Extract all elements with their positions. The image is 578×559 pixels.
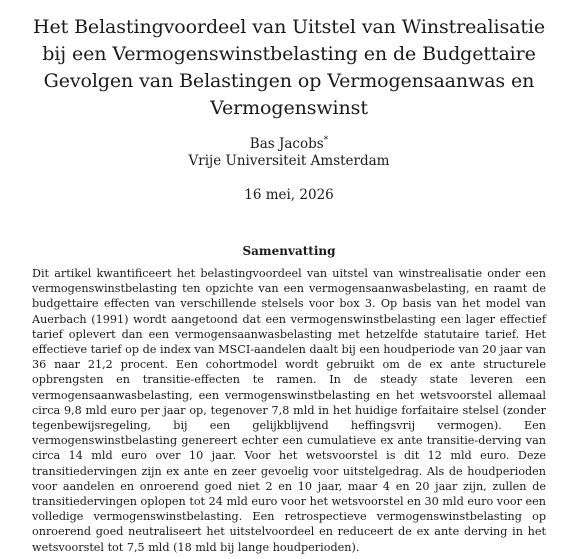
abstract-heading: Samenvatting: [242, 244, 336, 258]
abstract-text: Dit artikel kwantificeert het belastingvoordeel van uitstel van winstrealisatie onder een vermogenswinstbelasting ten opzichte van een vermogensaanwasbelasting, en raamt de budgettaire effecten van verschillende stelsels voor box 3. Op basis van het model van Auerbach (1991) wordt aangetoond dat een vermogenswinstbelasting een lager effectief tarief oplevert dan een vermogensaanwasbelasting met hetzelfde statutaire tarief. Het effectieve tarief op de index van MSCI-aandelen daalt bij een houdperiode van 20 jaar van 36 naar 21,2 procent. Een cohortmodel wordt gebruikt om de ex ante structurele opbrengsten en transitie-effecten te ramen. In de steady state leveren een vermogensaanwasbelasting, een vermogenswinstbelasting en het wetsvoorstel allemaal circa 9,8 mld euro per jaar op, tegenover 7,8 mld in het huidige forfaitaire stelsel (zonder tegenbewijsregeling, bij een gelijkblijvend heffingsvrij vermogen). Een vermogenswinstbelasting genereert echter een cumulatieve ex ante transitie-derving van circa 14 mld euro over 10 jaar. Voor het wetsvoorstel is dit 12 mld euro. Deze transitiedervingen zijn ex ante en zeer gevoelig voor uitstelgedrag. Als de houdperioden voor aandelen en onroerend goed niet 2 en 10 jaar, maar 4 en 20 jaar zijn, zullen de transitiedervingen oplopen tot 24 mld euro voor het wetsvoorstel en 30 mld euro voor een volledige vermogenswinstbelasting. Een retrospectieve vermogenswinstbelasting op onroerend goed neutraliseert het uitstelvoordeel en reduceert de ex ante derving in het wetsvoorstel tot 7,5 mld (18 mld bij lange houdperioden).: [32, 267, 546, 554]
author-footnote-mark: *: [323, 135, 329, 146]
author-name: Bas Jacobs: [249, 136, 324, 152]
author-line: [22, 136, 556, 153]
author-block: [22, 136, 556, 170]
paper-title: Het Belastingvoordeel van Uitstel van Winstrealisatie bij een Vermogenswinstbelasting en de Budgettaire Gevolgen van Belastingen op Vermogensaanwas en Vermogenswinst: [32, 16, 545, 119]
author-affiliation: Vrije Universiteit Amsterdam: [188, 153, 390, 169]
paper-date: 16 mei, 2026: [244, 187, 334, 203]
